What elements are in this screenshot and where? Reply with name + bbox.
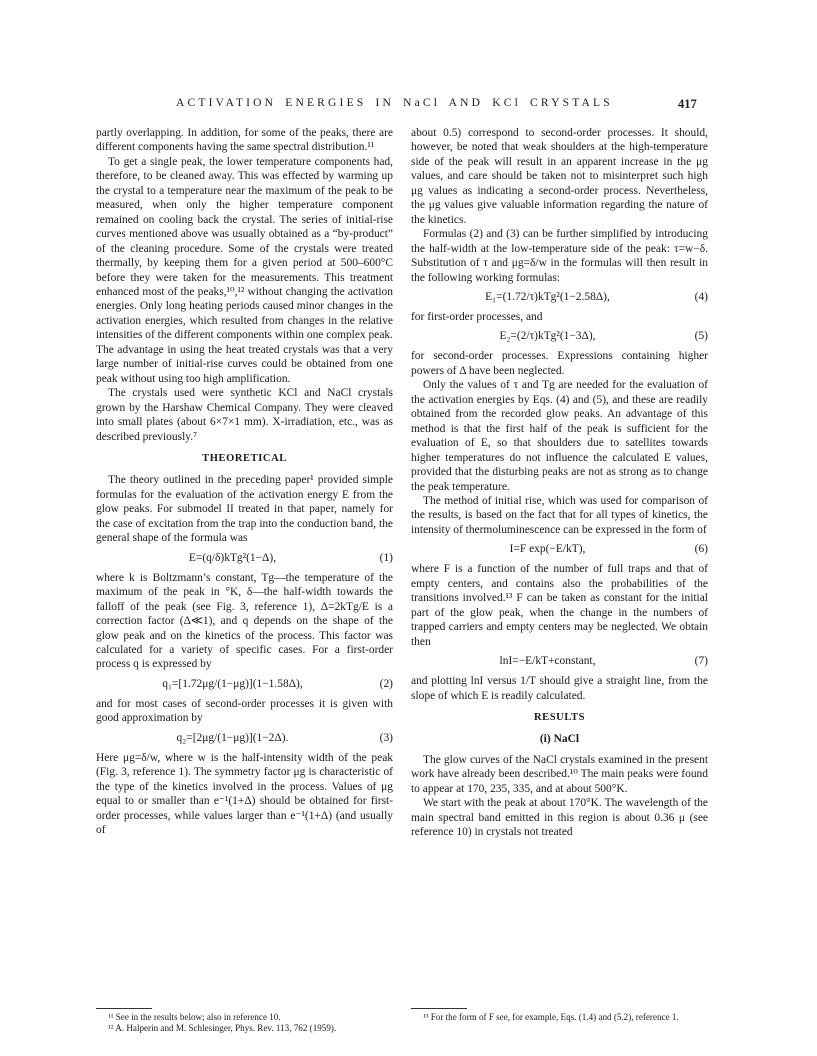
subsection-heading-nacl: (i) NaCl	[539, 733, 580, 746]
paragraph: The crystals used were synthetic KCl and NaCl crystals grown by the Harshaw Chemical Company. They were cleaved into small plates (about 6×7×1 mm). X-irradiation, etc., was as described previously.⁷	[96, 387, 393, 443]
paragraph: for second-order processes. Expressions containing higher powers of Δ have been neglected.	[411, 350, 708, 377]
footnotes	[96, 1002, 393, 1034]
section-heading-theoretical: THEORETICAL	[202, 452, 287, 464]
paragraph: The method of initial rise, which was used for comparison of the results, is based on the fact that for all types of kinetics, the intensity of thermoluminescence can be expressed in the form of	[411, 494, 708, 536]
equation-3	[96, 729, 393, 748]
paragraph: Here μg=δ/w, where w is the half-intensity width of the peak (Fig. 3, reference 1). The symmetry factor μg is characteristic of the type of the kinetics involved in the process. Values of μg equal to or smaller than e⁻¹(1+Δ) should be obtained for first-order processes, while values larger than e⁻¹(1+Δ) (and usually of	[96, 751, 393, 837]
paragraph: The theory outlined in the preceding paper¹ provided simple formulas for the evaluation of the activation energy E from the glow peaks. For submodel II treated in that paper, namely for the case of excitation from the trap into the conduction band, the general shape of the formula was	[96, 474, 393, 545]
equation-formula: E=(q/δ)kTg²(1−Δ),	[188, 551, 277, 564]
equation-number: (5)	[694, 330, 708, 343]
equation-formula: q₁=[1.72μg/(1−μg)](1−1.58Δ),	[162, 677, 303, 690]
paragraph: and for most cases of second-order processes it is given with good approximation by	[96, 697, 393, 725]
running-header	[0, 97, 817, 117]
page-number: 417	[678, 97, 697, 111]
equation-number: (3)	[379, 731, 393, 744]
paragraph: Only the values of τ and Tg are needed for the evaluation of the activation energies by Eqs. (4) and (5), and these are readily obtained from the recorded glow peaks. An advantage of this method is that the first half of the peak is sufficient for the evaluation of E, so that shoulders due to satellites towards higher temperatures do not influence the calculated E values, provided that the disturbing peaks are not as strong as to change the peak temperature.	[411, 379, 708, 493]
paragraph: To get a single peak, the lower temperature components had, therefore, to be cleaned away. This was effected by warming up the crystal to a temperature near the maximum of the peak to be measured, when only the higher temperature component remained on cooling back the crystal. The series of initial-rise curves mentioned above was usually obtained as a “by-product” of the cleaning procedure. Some of the crystals were treated thermally, by keeping them for a given period at 500–600°C before they were taken for the measurements. This treatment enhanced most of the peaks,¹⁰,¹² without changing the activation energies. Only long heating periods caused minor changes in the activation energies, which resulted from changes in the relative intensities of the different components within one complex peak. The advantage in using the heat treated crystals was that a very large number of initial-rise curves could be obtained from one peak without using too high amplification.	[96, 155, 393, 385]
equation-formula: I=F exp(−E/kT),	[509, 543, 586, 556]
footnote-rule	[411, 1008, 467, 1009]
paragraph: The glow curves of the NaCl crystals examined in the present work have already been described.¹⁰ The main peaks were found to appear at 170, 235, 335, and at about 500°K.	[411, 753, 708, 795]
equation-6	[411, 540, 708, 559]
section-heading-results: RESULTS	[533, 711, 586, 723]
footnote-rule	[96, 1008, 152, 1009]
equation-number: (7)	[694, 655, 708, 668]
left-column	[96, 126, 393, 1033]
footnote: ¹² A. Halperin and M. Schlesinger, Phys. Rev. 113, 762 (1959).	[108, 1023, 337, 1033]
equation-4	[411, 288, 708, 307]
equation-2	[96, 675, 393, 694]
footnotes	[411, 1002, 708, 1023]
equation-5	[411, 327, 708, 346]
running-title: ACTIVATION ENERGIES IN NaCl AND KCl CRYSTALS	[176, 97, 613, 109]
equation-number: (4)	[694, 290, 708, 303]
equation-formula: q₂=[2μg/(1−μg)](1−2Δ).	[176, 731, 289, 744]
paragraph: for first-order processes, and	[411, 310, 543, 323]
paragraph: We start with the peak at about 170°K. The wavelength of the main spectral band emitted in this region is about 0.36 μ (see reference 10) in crystals not treated	[411, 797, 708, 839]
footnote: ¹¹ See in the results below; also in reference 10.	[108, 1012, 281, 1022]
equation-7	[411, 652, 708, 671]
paragraph: where k is Boltzmann’s constant, Tg—the temperature of the maximum of the peak in °K, δ—the half-width towards the falloff of the peak (see Fig. 3, reference 1), Δ=2kTg/E is a correction factor (Δ≪1), and q depends on the shape of the glow peak and on the kinetics of the process. This factor was calculated for a variety of specific cases. For a first-order process q is expressed by	[96, 571, 393, 671]
equation-number: (6)	[694, 543, 708, 556]
right-column	[411, 126, 708, 1022]
paragraph: where F is a function of the number of full traps and that of empty centers, and contains also the probabilities of the transitions involved.¹³ F can be taken as constant for the initial part of the glow peak, when the change in the numbers of trapped carriers and empty centers may be neglected. We obtain then	[411, 563, 708, 648]
equation-formula: E₁=(1.72/τ)kTg²(1−2.58Δ),	[485, 290, 610, 303]
paragraph: Formulas (2) and (3) can be further simplified by introducing the half-width at the low-temperature side of the peak: τ=w−δ. Substitution of τ and μg=δ/w in the formulas will then result in the following working formulas:	[411, 228, 708, 284]
equation-number: (1)	[379, 551, 393, 564]
footnote: ¹³ For the form of F see, for example, Eqs. (1.4) and (5.2), reference 1.	[423, 1012, 679, 1022]
equation-formula: E₂=(2/τ)kTg²(1−3Δ),	[499, 330, 596, 343]
equation-1	[96, 549, 393, 568]
paragraph: and plotting lnI versus 1/T should give a straight line, from the slope of which E is readily calculated.	[411, 675, 708, 702]
equation-formula: lnI=−E/kT+constant,	[499, 655, 596, 668]
paragraph: partly overlapping. In addition, for some of the peaks, there are different components having the same spectral distribution.¹¹	[96, 127, 393, 154]
paragraph: about 0.5) correspond to second-order processes. It should, however, be noted that weak shoulders at the high-temperature side of the peak will result in an apparent increase in the μg values, and care should be taken not to misinterpret such high μg values as indicating a second-order process. Nevertheless, the μg values give valuable information regarding the nature of the kinetics.	[411, 127, 708, 226]
equation-number: (2)	[379, 677, 393, 690]
